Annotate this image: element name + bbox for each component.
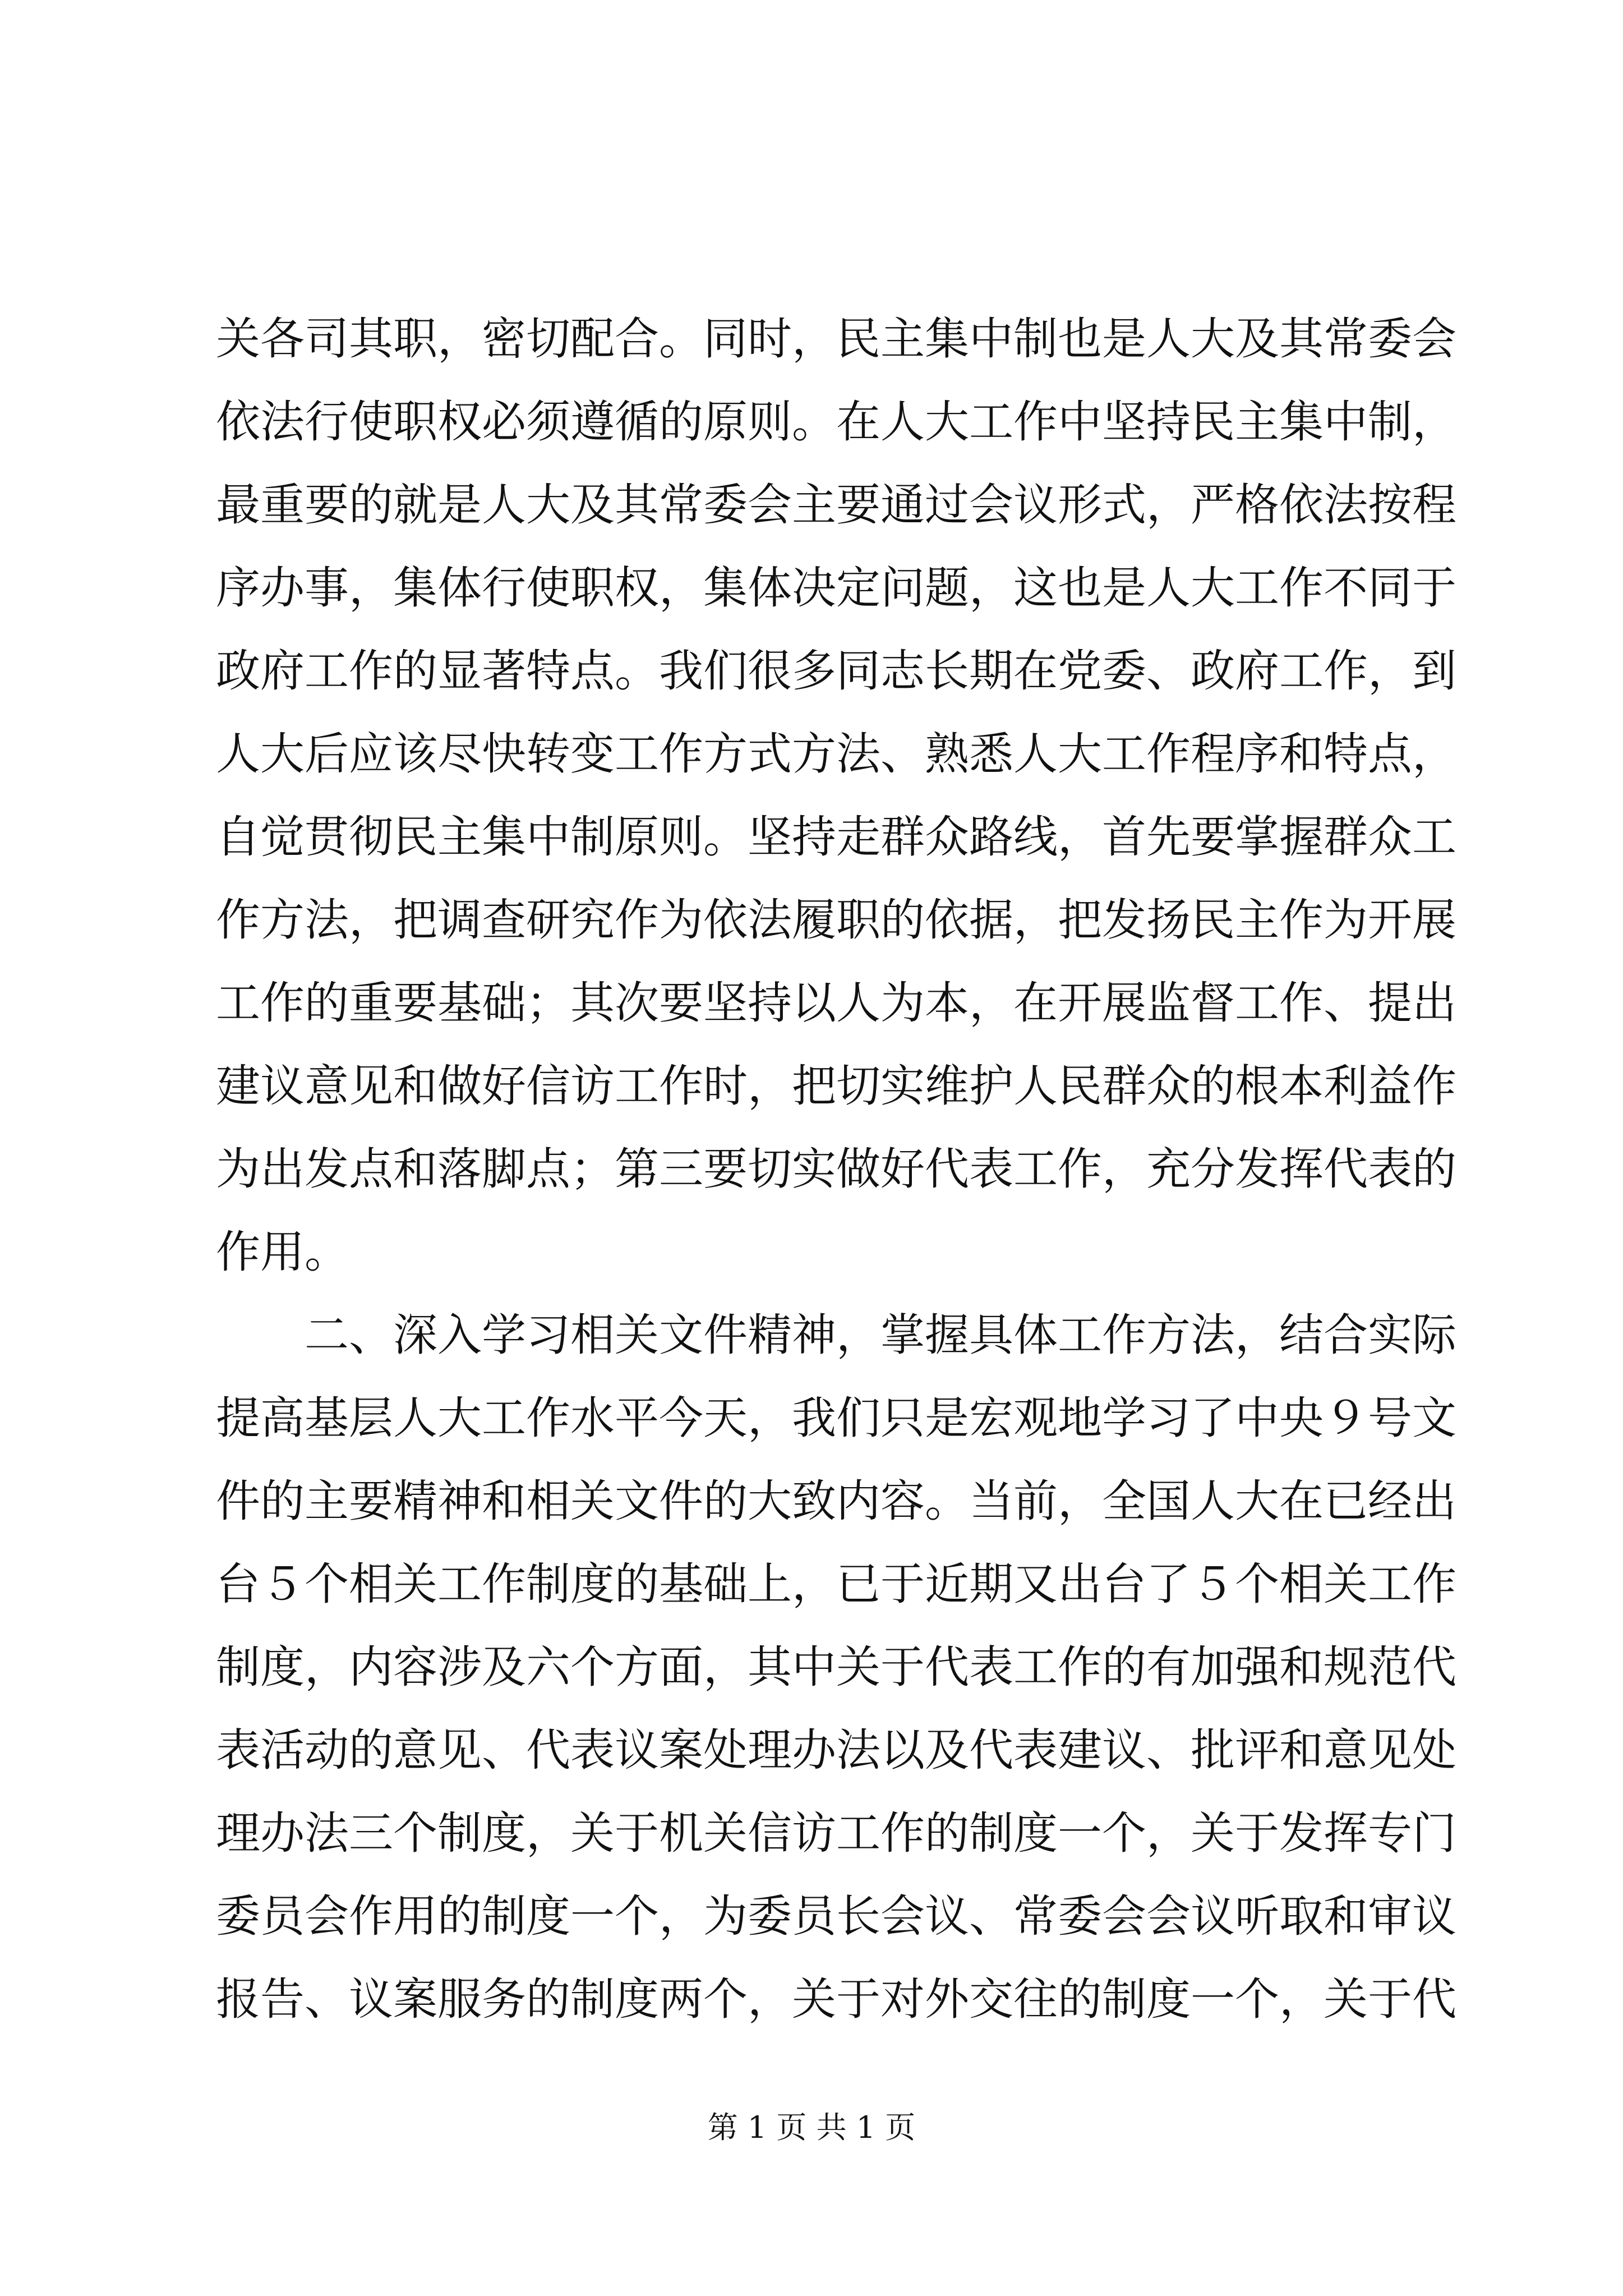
text-line: 台５个相关工作制度的基础上，已于近期又出台了５个相关工作 [216,1558,1456,1610]
page-number-footer: 第 1 页 共 1 页 [707,2110,916,2145]
text-line: 理办法三个制度，关于机关信访工作的制度一个，关于发挥专门 [216,1807,1456,1859]
text-line: 提高基层人大工作水平今天，我们只是宏观地学习了中央９号文 [216,1392,1456,1444]
section-heading-line: 二、深入学习相关文件精神，掌握具体工作方法，结合实际 [216,1309,1456,1361]
document-body [216,297,1456,2041]
text-line: 作用。 [216,1226,349,1278]
text-line: 最重要的就是人大及其常委会主要通过会议形式，严格依法按程 [216,479,1456,531]
text-line: 表活动的意见、代表议案处理办法以及代表建议、批评和意见处 [216,1724,1456,1776]
text-line: 依法行使职权必须遵循的原则。在人大工作中坚持民主集中制， [216,396,1456,448]
text-line: 为出发点和落脚点；第三要切实做好代表工作，充分发挥代表的 [216,1143,1456,1195]
text-line: 制度，内容涉及六个方面，其中关于代表工作的有加强和规范代 [216,1641,1456,1693]
text-line: 建议意见和做好信访工作时，把切实维护人民群众的根本利益作 [216,1060,1456,1112]
text-line: 政府工作的显著特点。我们很多同志长期在党委、政府工作，到 [216,645,1456,697]
text-line: 件的主要精神和相关文件的大致内容。当前，全国人大在已经出 [216,1475,1456,1527]
text-line: 报告、议案服务的制度两个，关于对外交往的制度一个，关于代 [216,1973,1456,2025]
text-line: 工作的重要基础；其次要坚持以人为本，在开展监督工作、提出 [216,977,1456,1029]
text-line: 序办事，集体行使职权，集体决定问题，这也是人大工作不同于 [216,562,1456,614]
text-line: 自觉贯彻民主集中制原则。坚持走群众路线，首先要掌握群众工 [216,811,1456,863]
text-line: 作方法，把调查研究作为依法履职的依据，把发扬民主作为开展 [216,894,1456,946]
text-line: 关各司其职，密切配合。同时，民主集中制也是人大及其常委会 [216,313,1456,365]
text-line: 人大后应该尽快转变工作方式方法、熟悉人大工作程序和特点， [216,728,1456,780]
text-line: 委员会作用的制度一个，为委员长会议、常委会会议听取和审议 [216,1890,1456,1942]
